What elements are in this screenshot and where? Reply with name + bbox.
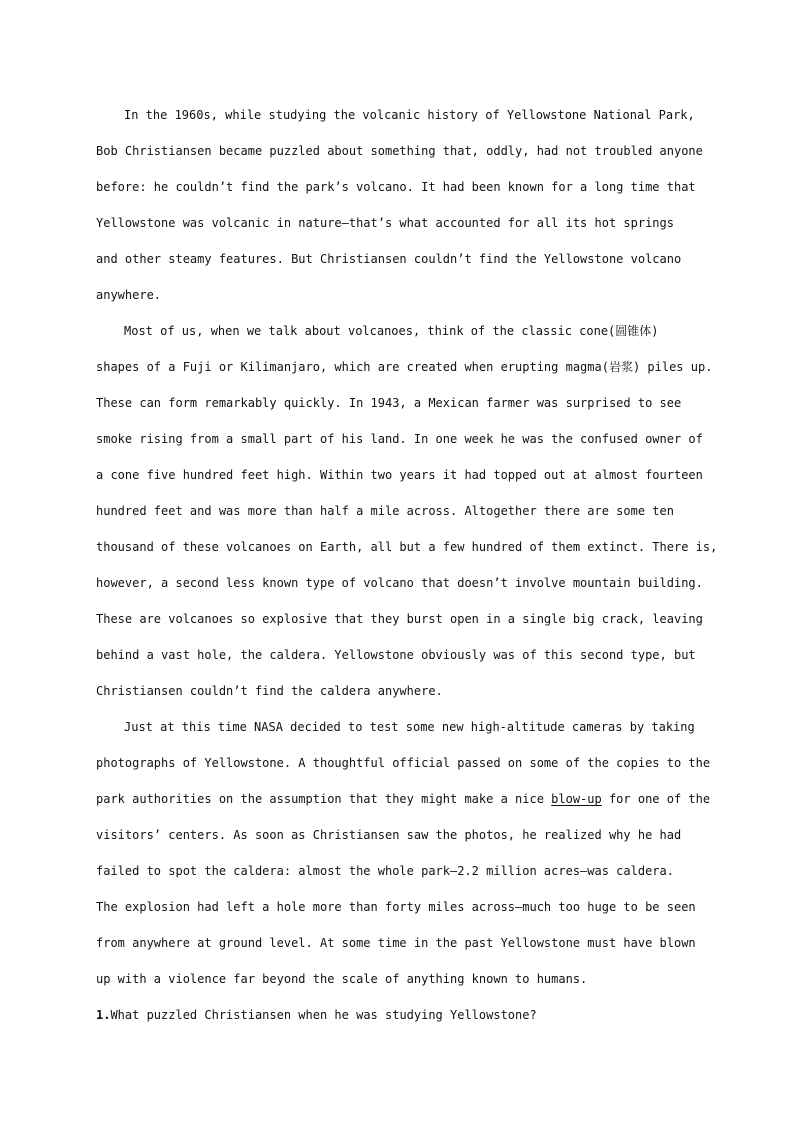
paragraph-3-line-1: Just at this time NASA decided to test some new high-altitude cameras by taking [124,720,695,734]
paragraph-2-line-3: These can form remarkably quickly. In 1943, a Mexican farmer was surprised to see [96,396,682,410]
question-number: 1. [96,1008,111,1022]
paragraph-3-line-4: visitors’ centers. As soon as Christiansen saw the photos, he realized why he had [96,828,682,842]
paragraph-3-line-2: photographs of Yellowstone. A thoughtful official passed on some of the copies to the [96,756,711,770]
paragraph-3-line-6: The explosion had left a hole more than forty miles across—much too huge to be seen [96,900,696,914]
paragraph-2-line-4: smoke rising from a small part of his land. In one week he was the confused owner of [96,432,703,446]
paragraph-3-line-3-end: for one of the [601,792,711,806]
underlined-term-blow-up: blow-up [551,792,602,806]
paragraph-2-line-5: a cone five hundred feet high. Within two years it had topped out at almost fourteen [96,468,703,482]
paragraph-1-line-4: Yellowstone was volcanic in nature—that’s what accounted for all its hot springs [96,216,674,230]
paragraph-3-line-3 [96,790,710,808]
paragraph-3-line-5: failed to spot the caldera: almost the whole park—2.2 million acres—was caldera. [96,864,674,878]
paragraph-2-line-7: thousand of these volcanoes on Earth, all but a few hundred of them extinct. There is, [96,540,718,554]
paragraph-1-line-5: and other steamy features. But Christiansen couldn’t find the Yellowstone volcano [96,252,682,266]
paragraph-1-line-2: Bob Christiansen became puzzled about something that, oddly, had not troubled anyone [96,144,703,158]
paragraph-2-line-9: These are volcanoes so explosive that they burst open in a single big crack, leaving [96,612,703,626]
paragraph-2-line-8: however, a second less known type of volcano that doesn’t involve mountain building. [96,576,703,590]
paragraph-2-line-10: behind a vast hole, the caldera. Yellowstone obviously was of this second type, but [96,648,696,662]
question-1 [96,1006,537,1024]
paragraph-2-line-1: Most of us, when we talk about volcanoes, think of the classic cone(圆锥体) [124,324,659,338]
paragraph-2-line-2: shapes of a Fuji or Kilimanjaro, which are created when erupting magma(岩浆) piles up. [96,360,713,374]
paragraph-2-line-11: Christiansen couldn’t find the caldera anywhere. [96,684,443,698]
paragraph-3-line-7: from anywhere at ground level. At some time in the past Yellowstone must have blown [96,936,696,950]
question-text: What puzzled Christiansen when he was studying Yellowstone? [110,1008,537,1022]
paragraph-1-line-1: In the 1960s, while studying the volcanic history of Yellowstone National Park, [124,108,695,122]
paragraph-1-line-6: anywhere. [96,288,162,302]
paragraph-3-line-3-start: park authorities on the assumption that they might make a nice [96,792,552,806]
paragraph-2-line-6: hundred feet and was more than half a mile across. Altogether there are some ten [96,504,674,518]
paragraph-1-line-3: before: he couldn’t find the park’s volcano. It had been known for a long time that [96,180,696,194]
paragraph-3-line-8: up with a violence far beyond the scale of anything known to humans. [96,972,588,986]
